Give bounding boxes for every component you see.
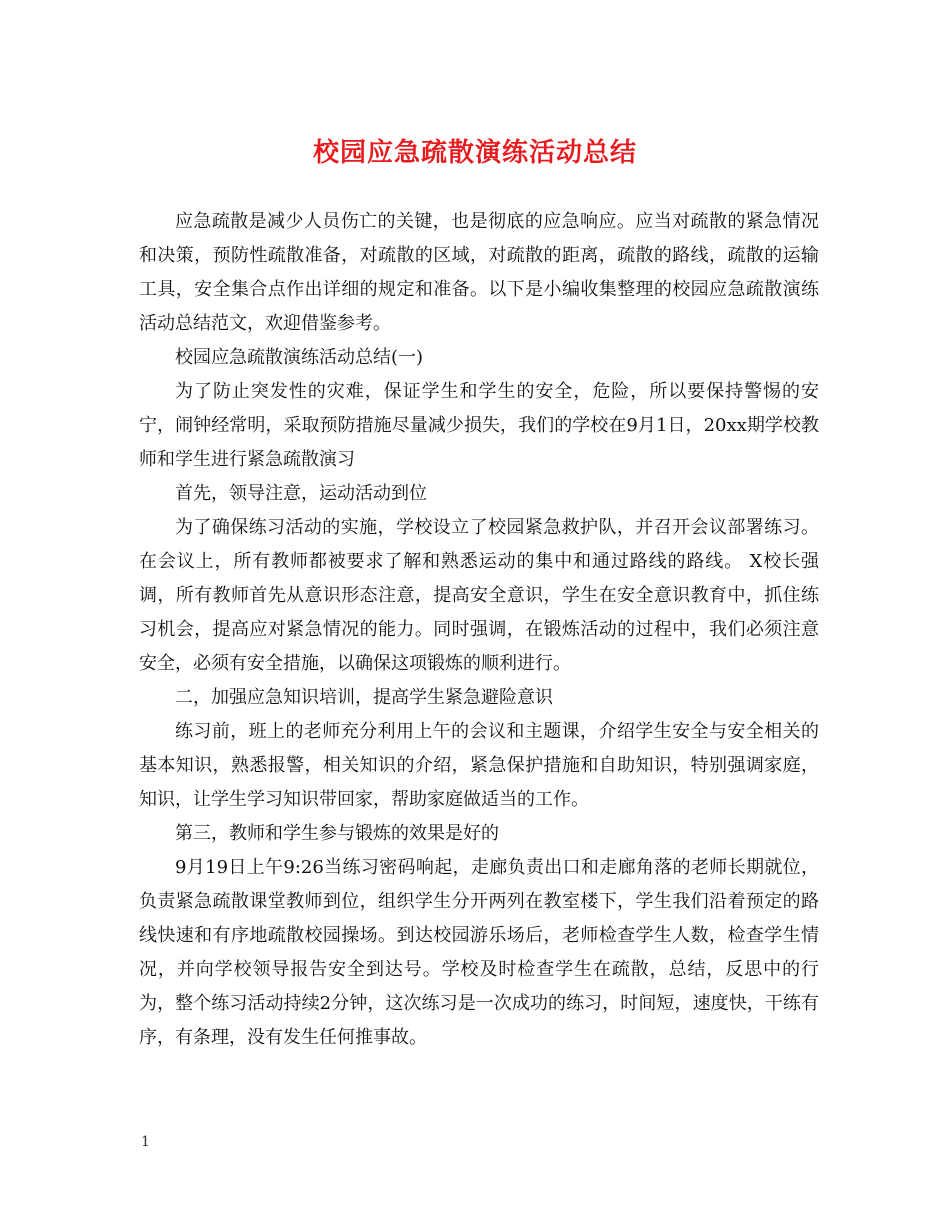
paragraph: 练习前，班上的老师充分利用上午的会议和主题课，介绍学生安全与安全相关的基本知识，熟悉报警，相关知识的介绍，紧急保护措施和自助知识，特别强调家庭， 知识，让学生学习知识带回家，帮助家庭做适当的工作。 (139, 721, 819, 810)
section-heading: 首先，领导注意，运动活动到位 (175, 483, 427, 504)
intro-paragraph: 应急疏散是减少人员伤亡的关键，也是彻底的应急响应。应当对疏散的紧急情况和决策，预防性疏散准备，对疏散的区域，对疏散的距离，疏散的路线，疏散的运输工具，安全集合点作出详细的规定和准备。以下是小编收集整理的校园应急疏散演练活动总结范文，欢迎借鉴参考。 (139, 211, 819, 334)
section-heading: 校园应急疏散演练活动总结(一) (175, 347, 424, 368)
document-body (139, 205, 819, 1055)
paragraph: 9月19日上午9:26当练习密码响起，走廊负责出口和走廊角落的老师长期就位，负责紧急疏散课堂教师到位，组织学生分开两列在教室楼下，学生我们沿着预定的路线快速和有序地疏散校园操场。到达校园游乐场后，老师检查学生人数，检查学生情况，并向学校领导报告安全到达号。学校及时检查学生在疏散，总结，反思中的行为，整个练习活动持续2分钟，这次练习是一次成功的练习，时间短，速度快，干练有序，有条理，没有发生任何推事故。 (139, 857, 819, 1048)
section-heading: 第三，教师和学生参与锻炼的效果是好的 (175, 823, 499, 844)
paragraph: 为了防止突发性的灾难，保证学生和学生的安全，危险，所以要保持警惕的安宁，闹钟经常明，采取预防措施尽量减少损失，我们的学校在9月1日，20xx期学校教师和学生进行紧急疏散演习 (139, 381, 819, 470)
page-number: 1 (141, 1134, 150, 1150)
document-title: 校园应急疏散演练活动总结 (312, 138, 637, 168)
section-heading: 二，加强应急知识培训，提高学生紧急避险意识 (175, 687, 553, 708)
paragraph: 为了确保练习活动的实施，学校设立了校园紧急救护队，并召开会议部署练习。在会议上，所有教师都被要求了解和熟悉运动的集中和通过路线的路线。 X校长强调，所有教师首先从意识形态注意，提高安全意识，学生在安全意识教育中，抓住练习机会，提高应对紧急情况的能力。同时强调，在锻炼活动的过程中，我们必须注意安全，必须有安全措施，以确保这项锻炼的顺利进行。 (139, 517, 819, 674)
